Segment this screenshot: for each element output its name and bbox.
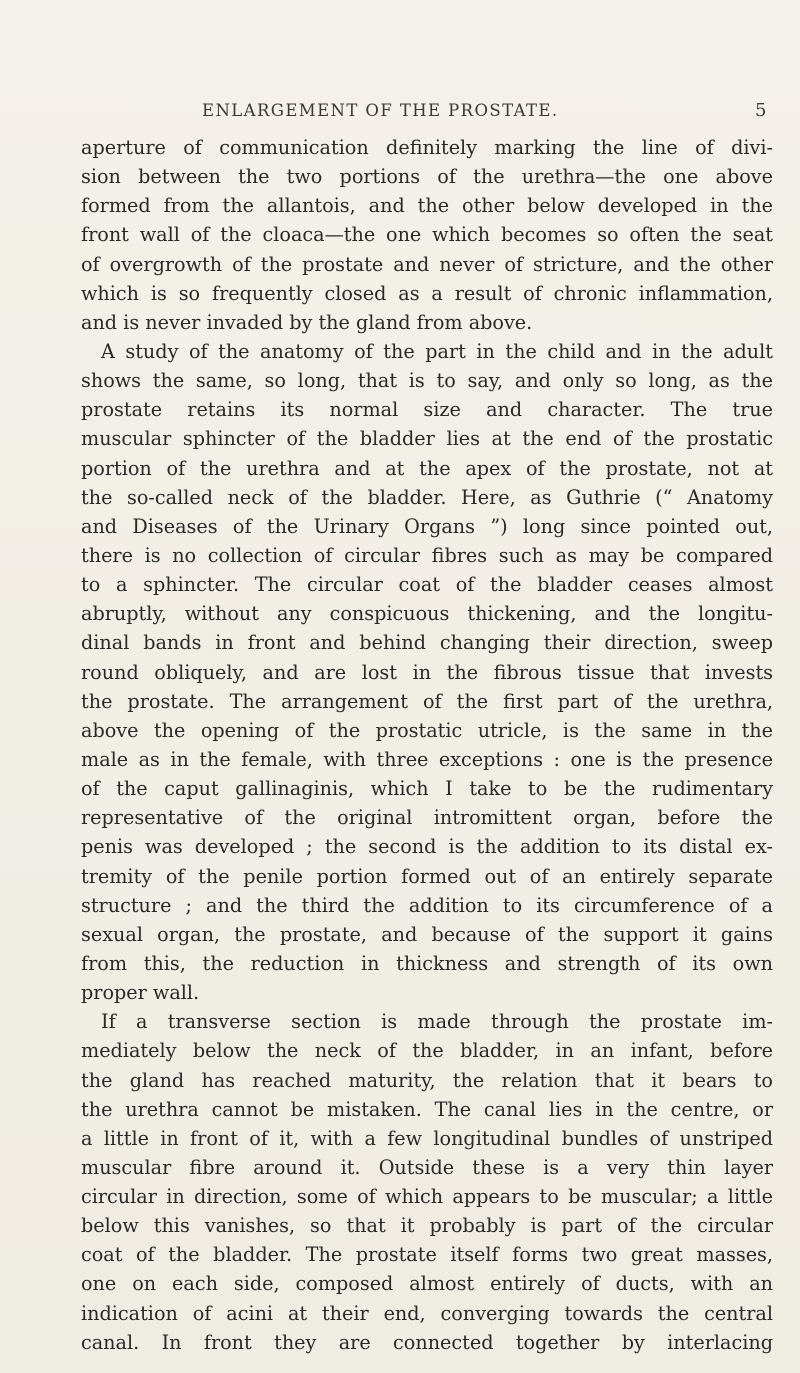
text-line: circular in direction, some of which appears to be muscular; a little (81, 1185, 773, 1209)
page-number: 5 (755, 100, 767, 121)
text-line: representative of the original intromittent organ, before the (81, 806, 773, 830)
text-line: and Diseases of the Urinary Organs ”) long since pointed out, (81, 514, 773, 538)
text-line: a little in front of it, with a few longitudinal bundles of unstriped (81, 1126, 773, 1150)
text-line: proper wall. (81, 981, 200, 1005)
text-line: abruptly, without any conspicuous thickening, and the longitu- (81, 602, 773, 626)
text-line: front wall of the cloaca—the one which becomes so often the seat (81, 223, 773, 247)
text-line: and is never invaded by the gland from above. (81, 310, 533, 334)
text-line: sion between the two portions of the urethra—the one above (81, 165, 773, 189)
text-line: formed from the allantois, and the other below developed in the (81, 194, 773, 218)
text-line: of the caput gallinaginis, which I take to be the rudimentary (81, 777, 773, 801)
text-line: coat of the bladder. The prostate itself forms two great masses, (81, 1243, 773, 1267)
running-head: ENLARGEMENT OF THE PROSTATE. (202, 101, 559, 120)
text-line: sexual organ, the prostate, and because of the support it gains (81, 922, 773, 946)
text-line: prostate retains its normal size and character. The true (81, 398, 773, 422)
text-line: the so-called neck of the bladder. Here, as Guthrie (“ Anatomy (81, 485, 773, 509)
text-line: which is so frequently closed as a result of chronic inflammation, (81, 281, 773, 305)
text-line: round obliquely, and are lost in the fibrous tissue that invests (81, 660, 773, 684)
text-line: there is no collection of circular fibres such as may be compared (81, 543, 773, 567)
text-line: male as in the female, with three exceptions : one is the presence (81, 747, 773, 771)
text-line: penis was developed ; the second is the addition to its distal ex- (81, 835, 773, 859)
text-line: the urethra cannot be mistaken. The canal lies in the centre, or (81, 1097, 773, 1121)
text-line: portion of the urethra and at the apex of the prostate, not at (81, 456, 773, 480)
text-line: from this, the reduction in thickness and strength of its own (81, 951, 773, 975)
paragraph-start-line: If a transverse section is made through the prostate im- (101, 1010, 773, 1034)
text-line: dinal bands in front and behind changing their direction, sweep (81, 631, 773, 655)
text-line: mediately below the neck of the bladder, in an infant, before (81, 1039, 773, 1063)
text-line: aperture of communication definitely marking the line of divi- (81, 136, 773, 159)
paragraph-start-line: A study of the anatomy of the part in the child and in the adult (101, 339, 773, 363)
text-line: above the opening of the prostatic utricle, is the same in the (81, 718, 773, 742)
text-line: below this vanishes, so that it probably is part of the circular (81, 1214, 773, 1238)
text-line: muscular sphincter of the bladder lies at the end of the prostatic (81, 427, 773, 451)
text-line: shows the same, so long, that is to say, and only so long, as the (81, 369, 773, 393)
text-line: the prostate. The arrangement of the first part of the urethra, (81, 689, 773, 713)
text-line: muscular fibre around it. Outside these is a very thin layer (81, 1155, 773, 1179)
text-line: the gland has reached maturity, the relation that it bears to (81, 1068, 773, 1092)
text-line: tremity of the penile portion formed out of an entirely separate (81, 864, 773, 888)
body-text (81, 133, 773, 1357)
text-line: indication of acini at their end, converging towards the central (81, 1301, 773, 1325)
text-line: of overgrowth of the prostate and never of stricture, and the other (81, 252, 773, 276)
text-line: structure ; and the third the addition to its circumference of a (81, 893, 773, 917)
text-line: one on each side, composed almost entirely of ducts, with an (81, 1272, 773, 1296)
text-line: to a sphincter. The circular coat of the bladder ceases almost (81, 573, 773, 597)
text-line: canal. In front they are connected together by interlacing (81, 1330, 773, 1354)
